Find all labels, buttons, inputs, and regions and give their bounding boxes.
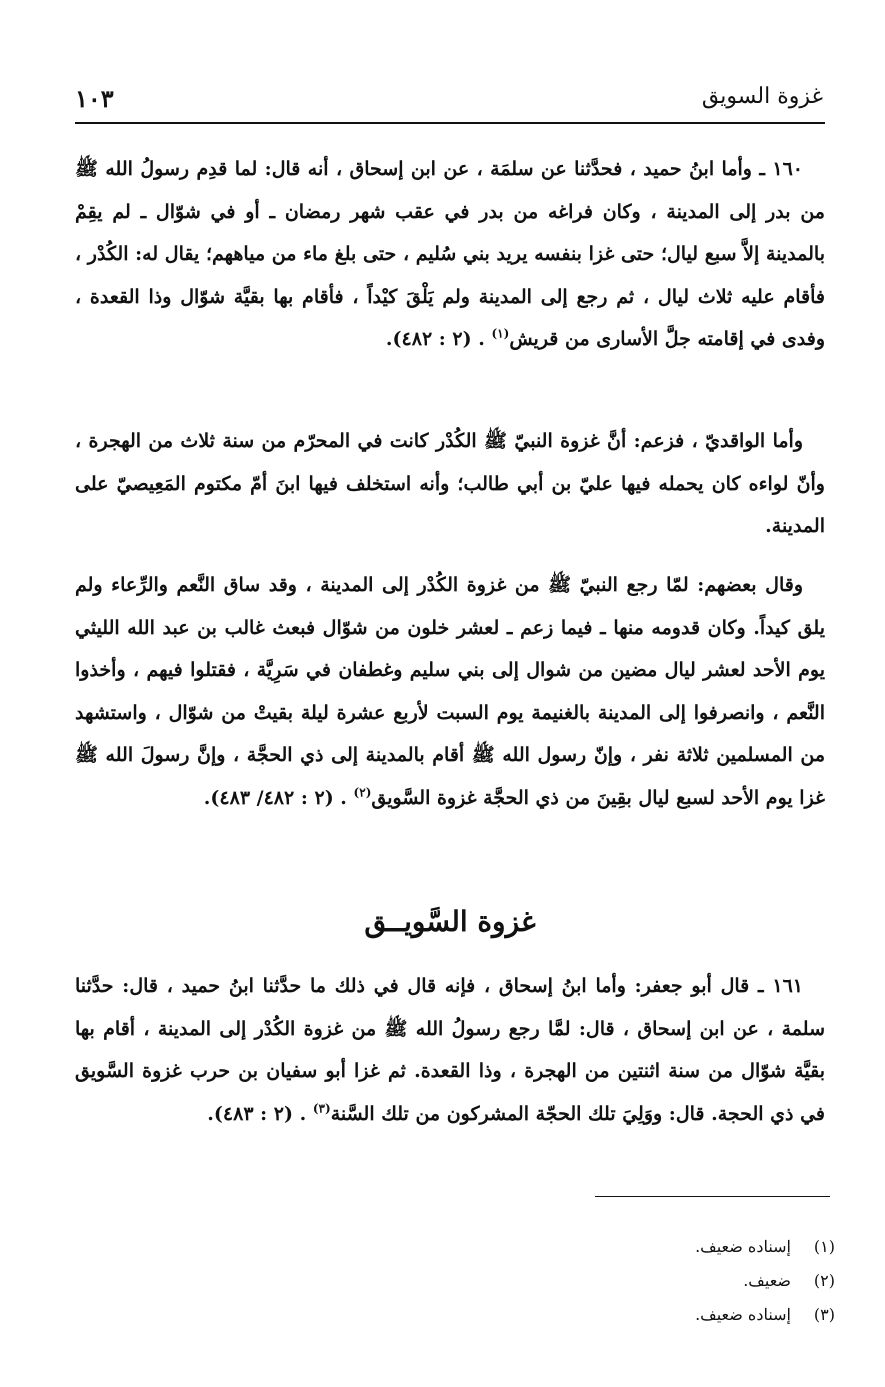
footnote-text: إسناده ضعيف. bbox=[695, 1305, 791, 1324]
paragraph-others bbox=[75, 564, 825, 819]
footnote-ref: (٣) bbox=[312, 1101, 331, 1116]
citation: . (٢ : ٤٨٣). bbox=[207, 1102, 307, 1125]
header-rule bbox=[75, 122, 825, 124]
paragraph-text: ١٦٠ ـ وأما ابنُ حميد ، فحدَّثنا عن سلمَة ، عن ابن إسحاق ، أنه قال: لما قدِم رسولُ الله ﷺ من بدر إلى المدينة ، وكان فراغه من بدر في عقب شهر رمضان ـ أو في شوّال ـ لم يقِمْ بالمدينة إلاَّ سبع ليال؛ حتى غزا بنفسه يريد بني سُليم ، حتى بلغ ماء من مياههم؛ يقال له: الكُدْر ، فأقام عليه ثلاث ليال ، ثم رجع إلى المدينة ولم يَلْقَ كيْداً ، فأقام بها بقيَّة شوّال وذا القعدة ، وفدى في إقامته جلَّ الأسارى من قريش bbox=[75, 158, 825, 350]
section-heading: غزوة السَّويــق bbox=[364, 905, 536, 938]
citation: . (٢ : ٤٨٢/ ٤٨٣). bbox=[203, 786, 347, 809]
footnote-ref: (٢) bbox=[353, 785, 372, 800]
footnote-item bbox=[75, 1230, 835, 1264]
footnote-number: (٢) bbox=[813, 1271, 835, 1290]
page-number: ١٠٣ bbox=[75, 84, 114, 113]
page-header bbox=[75, 78, 823, 118]
footnote-separator bbox=[595, 1196, 830, 1197]
footnote-item bbox=[75, 1298, 835, 1332]
footnote-text: ضعيف. bbox=[743, 1271, 791, 1290]
paragraph-text: ١٦١ ـ قال أبو جعفر: وأما ابنُ إسحاق ، فإنه قال في ذلك ما حدَّثنا ابنُ حميد ، قال: حدَّثنا سلمة ، عن ابن إسحاق ، قال: لمَّا رجع رسولُ الله ﷺ من غزوة الكُدْر إلى المدينة ، أقام بها بقيَّة شوّال من سنة اثنتين من الهجرة ، وذا القعدة. ثم غزا أبو سفيان بن حرب غزوة السَّويق في ذي الحجة. قال: ووَلِيَ تلك الحجّة المشركون من تلك السَّنة bbox=[75, 975, 825, 1125]
paragraph-161 bbox=[75, 965, 825, 1135]
paragraph-text: وقال بعضهم: لمّا رجع النبيّ ﷺ من غزوة الكُدْر إلى المدينة ، وقد ساق النَّعم والرِّعاء ولم يلق كيداً. وكان قدومه منها ـ فيما زعم ـ لعشر خلون من شوّال فبعث غالب بن عبد الله الليثي يوم الأحد لعشر ليال مضين من شوال إلى بني سليم وغطفان في سَرِيَّة ، فقتلوا فيهم ، وأخذوا النَّعم ، وانصرفوا إلى المدينة بالغنيمة يوم السبت لأربع عشرة ليلة بقيتْ من شوّال ، واستشهد من المسلمين ثلاثة نفر ، وإنّ رسول الله ﷺ أقام بالمدينة إلى ذي الحجَّة ، وإنَّ رسولَ الله ﷺ غزا يوم الأحد لسبع ليال بقِينَ من ذي الحجَّة غزوة السَّويق bbox=[75, 574, 825, 809]
paragraph-160 bbox=[75, 148, 825, 361]
footnote-text: إسناده ضعيف. bbox=[695, 1237, 791, 1256]
running-title: غزوة السويق bbox=[701, 84, 823, 109]
footnotes bbox=[75, 1230, 835, 1332]
paragraph-text: وأما الواقديّ ، فزعم: أنَّ غزوة النبيّ ﷺ الكُدْر كانت في المحرّم من سنة ثلاث من الهجرة ، وأنّ لواءه كان يحمله فيها عليّ بن أبي طالب؛ وأنه استخلف فيها ابنَ أمّ مكتوم المَعِيصيّ على المدينة. bbox=[75, 430, 825, 537]
paragraph-waqidi bbox=[75, 420, 825, 548]
footnote-item bbox=[75, 1264, 835, 1298]
footnote-ref: (١) bbox=[491, 326, 510, 341]
footnote-number: (١) bbox=[813, 1237, 835, 1256]
footnote-number: (٣) bbox=[813, 1305, 835, 1324]
citation: . (٢ : ٤٨٢). bbox=[385, 328, 485, 350]
